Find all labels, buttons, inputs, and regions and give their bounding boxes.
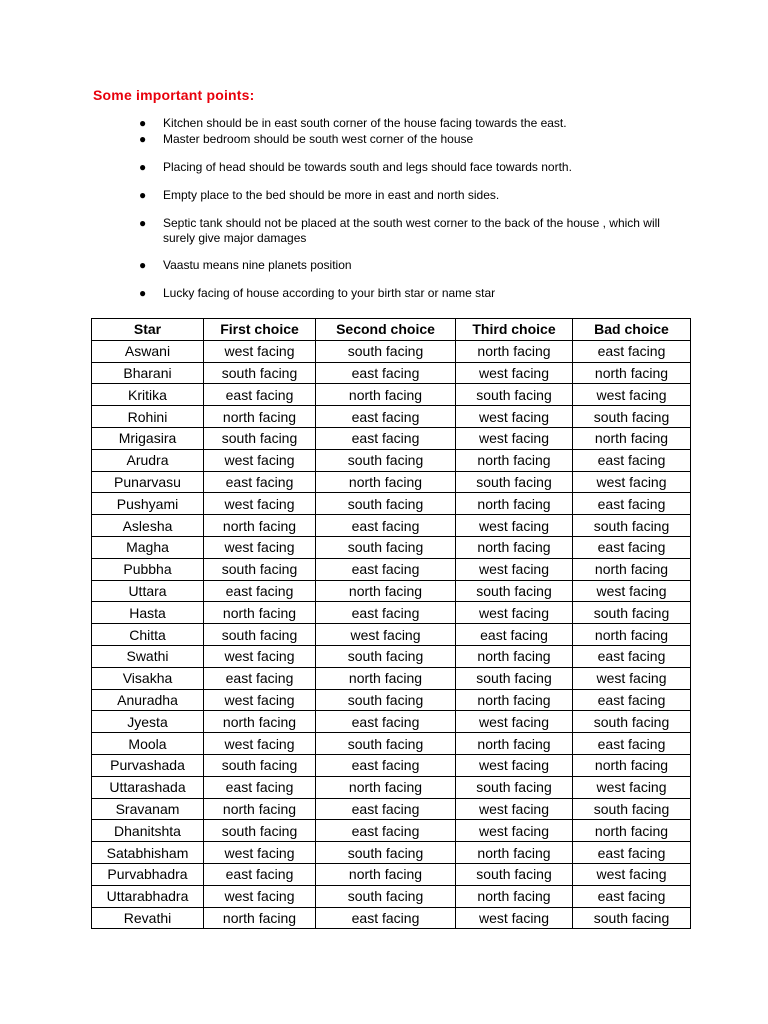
third-choice-cell: north facing [456,645,573,667]
third-choice-cell: west facing [456,558,573,580]
first-choice-cell: west facing [204,340,316,362]
bad-choice-cell: west facing [573,667,691,689]
first-choice-cell: north facing [204,602,316,624]
table-row [92,776,691,798]
second-choice-cell: south facing [316,449,456,471]
third-choice-cell: east facing [456,624,573,646]
table-row [92,733,691,755]
bad-choice-cell: south facing [573,515,691,537]
column-header-third-choice: Third choice [456,319,573,341]
list-item-text: Vaastu means nine planets position [163,258,352,272]
star-cell: Rohini [92,406,204,428]
third-choice-cell: south facing [456,471,573,493]
second-choice-cell: east facing [316,558,456,580]
bullet-icon: ● [139,188,147,202]
first-choice-cell: north facing [204,711,316,733]
bad-choice-cell: east facing [573,689,691,711]
list-item [139,116,679,131]
list-item [139,286,679,301]
star-cell: Swathi [92,645,204,667]
third-choice-cell: south facing [456,863,573,885]
third-choice-cell: north facing [456,493,573,515]
list-item-text: Placing of head should be towards south and legs should face towards north. [163,160,572,174]
third-choice-cell: north facing [456,449,573,471]
second-choice-cell: east facing [316,602,456,624]
third-choice-cell: south facing [456,384,573,406]
table-row [92,580,691,602]
star-cell: Sravanam [92,798,204,820]
table-header-row [92,319,691,341]
table-row [92,863,691,885]
second-choice-cell: north facing [316,667,456,689]
table-row [92,645,691,667]
first-choice-cell: east facing [204,667,316,689]
star-cell: Visakha [92,667,204,689]
third-choice-cell: west facing [456,754,573,776]
list-item-text: Empty place to the bed should be more in east and north sides. [163,188,500,202]
star-cell: Satabhisham [92,842,204,864]
table-row [92,798,691,820]
column-header-bad-choice: Bad choice [573,319,691,341]
third-choice-cell: west facing [456,907,573,929]
bullet-icon: ● [139,116,147,130]
first-choice-cell: west facing [204,493,316,515]
first-choice-cell: east facing [204,863,316,885]
first-choice-cell: east facing [204,776,316,798]
star-cell: Uttara [92,580,204,602]
second-choice-cell: south facing [316,885,456,907]
first-choice-cell: west facing [204,449,316,471]
star-cell: Arudra [92,449,204,471]
first-choice-cell: west facing [204,689,316,711]
third-choice-cell: west facing [456,406,573,428]
second-choice-cell: south facing [316,689,456,711]
first-choice-cell: south facing [204,754,316,776]
star-cell: Jyesta [92,711,204,733]
bad-choice-cell: south facing [573,907,691,929]
second-choice-cell: north facing [316,384,456,406]
table-row [92,689,691,711]
table-row [92,471,691,493]
first-choice-cell: south facing [204,427,316,449]
bad-choice-cell: south facing [573,406,691,428]
star-cell: Chitta [92,624,204,646]
table-row [92,602,691,624]
table-row [92,842,691,864]
list-item-text: Septic tank should not be placed at the south west corner to the back of the house , which will surely give major damages [163,216,660,245]
bad-choice-cell: north facing [573,362,691,384]
star-cell: Moola [92,733,204,755]
star-cell: Purvabhadra [92,863,204,885]
star-cell: Magha [92,536,204,558]
third-choice-cell: west facing [456,711,573,733]
third-choice-cell: north facing [456,733,573,755]
bad-choice-cell: east facing [573,733,691,755]
list-item-text: Lucky facing of house according to your birth star or name star [163,286,496,300]
bullet-icon: ● [139,286,147,300]
bad-choice-cell: east facing [573,842,691,864]
star-cell: Aslesha [92,515,204,537]
table-row [92,754,691,776]
table-row [92,536,691,558]
bad-choice-cell: north facing [573,558,691,580]
list-item-text: Kitchen should be in east south corner of the house facing towards the east. [163,116,567,130]
second-choice-cell: east facing [316,711,456,733]
table-body [92,340,691,929]
third-choice-cell: north facing [456,885,573,907]
second-choice-cell: south facing [316,645,456,667]
third-choice-cell: south facing [456,776,573,798]
first-choice-cell: west facing [204,536,316,558]
bad-choice-cell: west facing [573,384,691,406]
table-row [92,449,691,471]
bullet-icon: ● [139,216,147,230]
bullet-icon: ● [139,160,147,174]
second-choice-cell: east facing [316,820,456,842]
bad-choice-cell: east facing [573,449,691,471]
bad-choice-cell: east facing [573,645,691,667]
table-row [92,493,691,515]
bad-choice-cell: south facing [573,711,691,733]
third-choice-cell: south facing [456,667,573,689]
bad-choice-cell: east facing [573,536,691,558]
star-cell: Mrigasira [92,427,204,449]
star-cell: Uttarashada [92,776,204,798]
third-choice-cell: west facing [456,362,573,384]
star-cell: Pushyami [92,493,204,515]
table-row [92,624,691,646]
second-choice-cell: north facing [316,471,456,493]
first-choice-cell: east facing [204,471,316,493]
star-cell: Revathi [92,907,204,929]
table-row [92,406,691,428]
star-cell: Bharani [92,362,204,384]
second-choice-cell: east facing [316,406,456,428]
first-choice-cell: west facing [204,885,316,907]
first-choice-cell: south facing [204,362,316,384]
bad-choice-cell: west facing [573,471,691,493]
first-choice-cell: south facing [204,820,316,842]
list-item [139,188,679,203]
list-item-text: Master bedroom should be south west corner of the house [163,132,474,146]
second-choice-cell: south facing [316,733,456,755]
table-row [92,711,691,733]
column-header-second-choice: Second choice [316,319,456,341]
star-cell: Punarvasu [92,471,204,493]
section-heading: Some important points: [93,87,255,103]
first-choice-cell: west facing [204,645,316,667]
second-choice-cell: west facing [316,624,456,646]
table-row [92,515,691,537]
third-choice-cell: north facing [456,340,573,362]
second-choice-cell: east facing [316,907,456,929]
second-choice-cell: north facing [316,580,456,602]
bad-choice-cell: north facing [573,820,691,842]
table-row [92,362,691,384]
first-choice-cell: north facing [204,515,316,537]
second-choice-cell: east facing [316,754,456,776]
second-choice-cell: south facing [316,493,456,515]
column-header-first-choice: First choice [204,319,316,341]
second-choice-cell: south facing [316,340,456,362]
bad-choice-cell: east facing [573,340,691,362]
star-cell: Uttarabhadra [92,885,204,907]
third-choice-cell: west facing [456,798,573,820]
bad-choice-cell: north facing [573,427,691,449]
list-item [139,216,679,246]
bad-choice-cell: west facing [573,580,691,602]
second-choice-cell: north facing [316,863,456,885]
bad-choice-cell: east facing [573,493,691,515]
second-choice-cell: north facing [316,776,456,798]
star-cell: Dhanitshta [92,820,204,842]
bad-choice-cell: east facing [573,885,691,907]
second-choice-cell: east facing [316,362,456,384]
list-item [139,132,679,147]
star-cell: Anuradha [92,689,204,711]
bad-choice-cell: north facing [573,754,691,776]
table-row [92,885,691,907]
list-item [139,160,679,175]
first-choice-cell: west facing [204,842,316,864]
second-choice-cell: east facing [316,798,456,820]
table-row [92,820,691,842]
bad-choice-cell: south facing [573,602,691,624]
first-choice-cell: north facing [204,798,316,820]
third-choice-cell: north facing [456,689,573,711]
birth-star-facing-table [91,318,691,929]
bad-choice-cell: north facing [573,624,691,646]
bad-choice-cell: west facing [573,863,691,885]
second-choice-cell: south facing [316,536,456,558]
star-cell: Kritika [92,384,204,406]
second-choice-cell: east facing [316,515,456,537]
first-choice-cell: north facing [204,907,316,929]
first-choice-cell: north facing [204,406,316,428]
third-choice-cell: west facing [456,602,573,624]
bad-choice-cell: south facing [573,798,691,820]
table-row [92,667,691,689]
third-choice-cell: west facing [456,820,573,842]
star-cell: Hasta [92,602,204,624]
star-cell: Pubbha [92,558,204,580]
list-item [139,258,679,273]
third-choice-cell: north facing [456,842,573,864]
first-choice-cell: west facing [204,733,316,755]
star-cell: Aswani [92,340,204,362]
star-cell: Purvashada [92,754,204,776]
first-choice-cell: south facing [204,558,316,580]
table-row [92,558,691,580]
first-choice-cell: south facing [204,624,316,646]
first-choice-cell: east facing [204,384,316,406]
bullet-icon: ● [139,132,147,146]
column-header-star: Star [92,319,204,341]
third-choice-cell: south facing [456,580,573,602]
table-row [92,384,691,406]
table-row [92,427,691,449]
table-row [92,907,691,929]
first-choice-cell: east facing [204,580,316,602]
third-choice-cell: west facing [456,515,573,537]
second-choice-cell: south facing [316,842,456,864]
bad-choice-cell: west facing [573,776,691,798]
table-row [92,340,691,362]
third-choice-cell: west facing [456,427,573,449]
second-choice-cell: east facing [316,427,456,449]
third-choice-cell: north facing [456,536,573,558]
bullet-icon: ● [139,258,147,272]
